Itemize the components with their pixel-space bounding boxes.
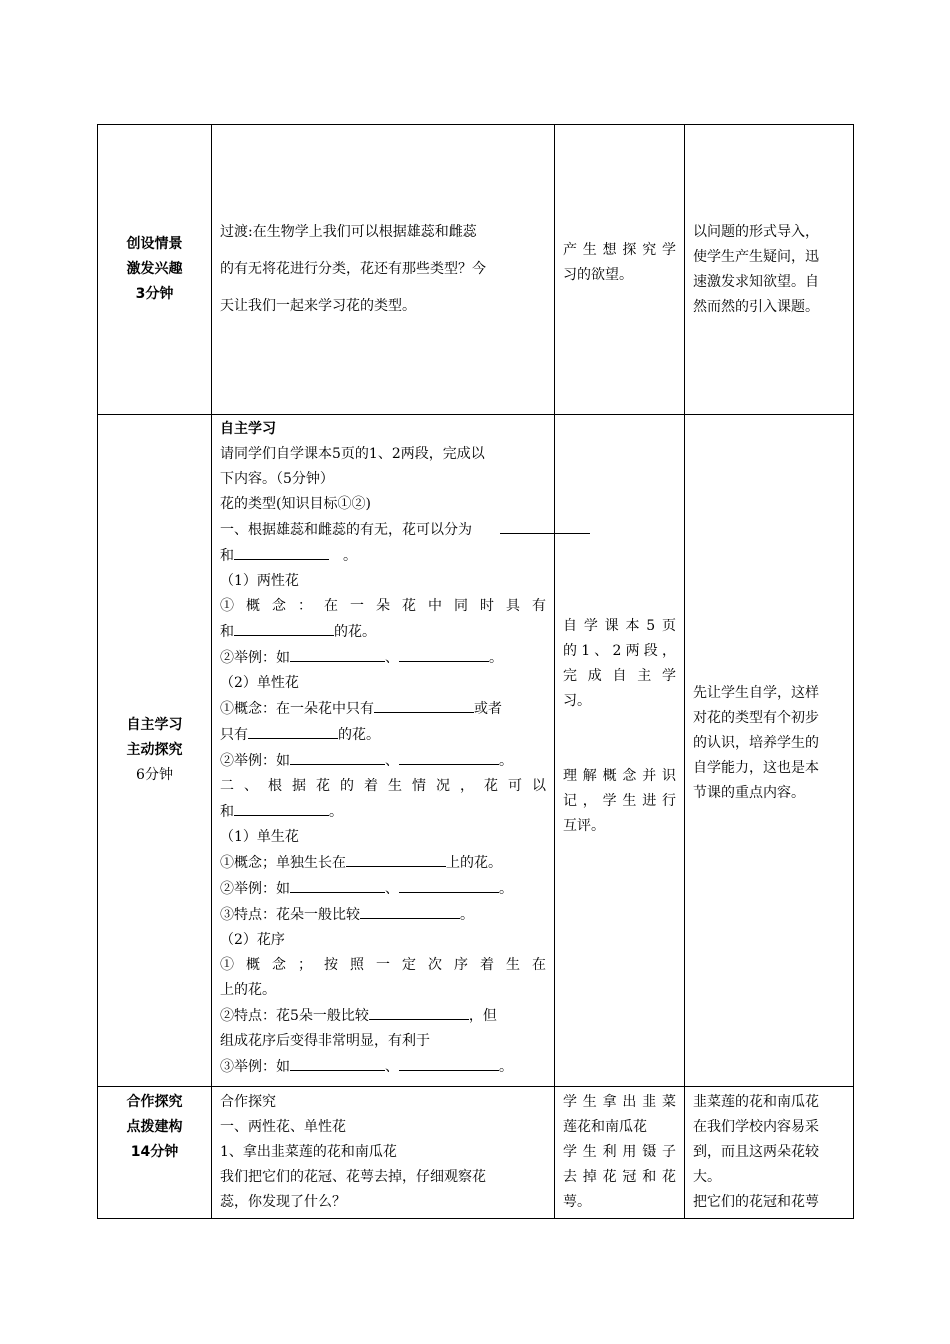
text-line: 韭菜莲的花和南瓜花 xyxy=(693,1094,819,1110)
text-line: （1）两性花 xyxy=(220,573,299,589)
teacher-activity-cell xyxy=(212,415,555,1087)
stage-cell xyxy=(98,125,212,415)
text-line: 然而然的引入课题。 xyxy=(693,298,819,315)
text-line: 习。 xyxy=(563,693,591,709)
fill-blank xyxy=(346,850,446,867)
text-line: 互评。 xyxy=(563,818,605,834)
text-line: 先让学生自学，这样 xyxy=(693,685,819,701)
stage-line: 自主学习 xyxy=(126,717,183,733)
fill-blank xyxy=(399,1054,499,1071)
stage-cell xyxy=(98,415,212,1087)
text-line: （2）单性花 xyxy=(220,675,299,691)
text-line: 到，而且这两朵花较 xyxy=(693,1144,819,1160)
text-line: 完成自主学 xyxy=(563,668,676,684)
text-line: 二、根据花的着生情况，花可以 xyxy=(220,778,546,794)
teacher-activity-cell xyxy=(212,125,555,415)
text-line: 蕊，你发现了什么？ xyxy=(220,1194,346,1210)
text-line: 速激发求知欲望。自 xyxy=(693,273,819,290)
text-line: 的1、2两段， xyxy=(563,643,676,659)
text-line: 和 。 xyxy=(220,543,546,569)
fill-blank xyxy=(369,1003,469,1020)
text-line: 把它们的花冠和花萼 xyxy=(693,1194,819,1210)
text-line: 萼。 xyxy=(563,1194,591,1210)
stage-line: 激发兴趣 xyxy=(126,261,183,277)
table-row xyxy=(98,415,854,1087)
text-line: 过渡:在生物学上我们可以根据雄蕊和雌蕊 xyxy=(220,224,477,240)
fill-blank xyxy=(500,517,590,534)
text-line: 产生想探究学 xyxy=(563,241,676,258)
lesson-plan-table xyxy=(97,124,854,1219)
text-line: ③举例：如 、 。 xyxy=(220,1054,546,1080)
design-intent-cell xyxy=(685,1087,854,1219)
fill-blank xyxy=(234,543,329,560)
fill-blank xyxy=(290,876,385,893)
text-line: 和 的花。 xyxy=(220,619,546,645)
text-line: 使学生产生疑问，迅 xyxy=(693,248,819,265)
fill-blank xyxy=(290,748,385,765)
student-activity-cell xyxy=(555,1087,685,1219)
text-line: 理解概念并识 xyxy=(563,768,676,784)
stage-line: 创设情景 xyxy=(126,236,183,252)
text-line: （1）单生花 xyxy=(220,829,299,845)
text-line: 上的花。 xyxy=(220,982,276,998)
fill-blank xyxy=(248,722,338,739)
text-line: 花的类型(知识目标①②) xyxy=(220,496,371,512)
fill-blank xyxy=(290,645,385,662)
text-line: 节课的重点内容。 xyxy=(693,785,805,801)
text-line: 自学课本5页 xyxy=(563,618,676,634)
text-line: 下内容。（5分钟） xyxy=(220,471,334,487)
fill-blank xyxy=(399,876,499,893)
text-line: 1、拿出韭菜莲的花和南瓜花 xyxy=(220,1144,397,1160)
design-intent-cell xyxy=(685,415,854,1087)
fill-blank xyxy=(399,748,499,765)
fill-blank xyxy=(399,645,489,662)
text-line: ②举例：如 、 。 xyxy=(220,876,546,902)
stage-cell xyxy=(98,1087,212,1219)
stage-line: 3分钟 xyxy=(135,286,174,302)
text-line: 在我们学校内容易采 xyxy=(693,1119,819,1135)
text-line: ①概念；单独生长在 上的花。 xyxy=(220,850,546,876)
text-line: 以问题的形式导入， xyxy=(693,223,819,240)
text-line: 请同学们自学课本5页的1、2两段，完成以 xyxy=(220,446,485,462)
text-line: ①概念；按照一定次序着生在 xyxy=(220,957,546,973)
text-line: 只有 的花。 xyxy=(220,722,546,748)
stage-line: 6分钟 xyxy=(136,767,173,783)
text-line: 学生拿出韭菜 xyxy=(563,1094,676,1110)
table-row xyxy=(98,125,854,415)
fill-blank xyxy=(360,902,460,919)
text-line: ②举例：如 、 。 xyxy=(220,645,546,671)
stage-line: 主动探究 xyxy=(126,742,183,758)
section-heading: 自主学习 xyxy=(220,421,276,437)
text-line: 大。 xyxy=(693,1169,721,1185)
text-line: 的有无将花进行分类，花还有那些类型？今 xyxy=(220,261,486,277)
text-line: 一、根据雄蕊和雌蕊的有无，花可以分为 xyxy=(220,517,546,543)
text-line: 自学能力，这也是本 xyxy=(693,760,819,776)
fill-blank xyxy=(290,1054,385,1071)
stage-line: 合作探究 xyxy=(126,1094,183,1110)
text-line: 去掉花冠和花 xyxy=(563,1169,676,1185)
text-line: 我们把它们的花冠、花萼去掉，仔细观察花 xyxy=(220,1169,486,1185)
fill-blank xyxy=(234,799,329,816)
text-line: 记，学生进行 xyxy=(563,793,676,809)
text-line: ①概念：在一朵花中只有 或者 xyxy=(220,696,546,722)
fill-blank xyxy=(374,696,474,713)
fill-blank xyxy=(234,619,334,636)
text-line: 学生利用镊子 xyxy=(563,1144,676,1160)
design-intent-cell xyxy=(685,125,854,415)
student-activity-cell xyxy=(555,125,685,415)
student-activity-cell xyxy=(555,415,685,1087)
text-line: ②举例：如 、 。 xyxy=(220,748,546,774)
text-line: ①概念：在一朵花中同时具有 xyxy=(220,598,546,614)
text-line: 对花的类型有个初步 xyxy=(693,710,819,726)
text-line: 的认识，培养学生的 xyxy=(693,735,819,751)
text-line: 和 。 xyxy=(220,799,546,825)
text-line: 天让我们一起来学习花的类型。 xyxy=(220,298,416,314)
stage-line: 点拨建构 xyxy=(126,1119,183,1135)
teacher-activity-cell xyxy=(212,1087,555,1219)
text-line: 莲花和南瓜花 xyxy=(563,1119,647,1135)
table-row xyxy=(98,1087,854,1219)
text-line: ②特点：花5朵一般比较 ，但 xyxy=(220,1003,546,1029)
text-line: 一、两性花、单性花 xyxy=(220,1119,346,1135)
stage-line: 14分钟 xyxy=(130,1144,179,1160)
text-line: 习的欲望。 xyxy=(563,266,633,283)
text-line: 组成花序后变得非常明显，有利于 xyxy=(220,1033,430,1049)
text-line: （2）花序 xyxy=(220,932,285,948)
text-line: 合作探究 xyxy=(220,1094,276,1110)
text-line: ③特点：花朵一般比较 。 xyxy=(220,902,546,928)
